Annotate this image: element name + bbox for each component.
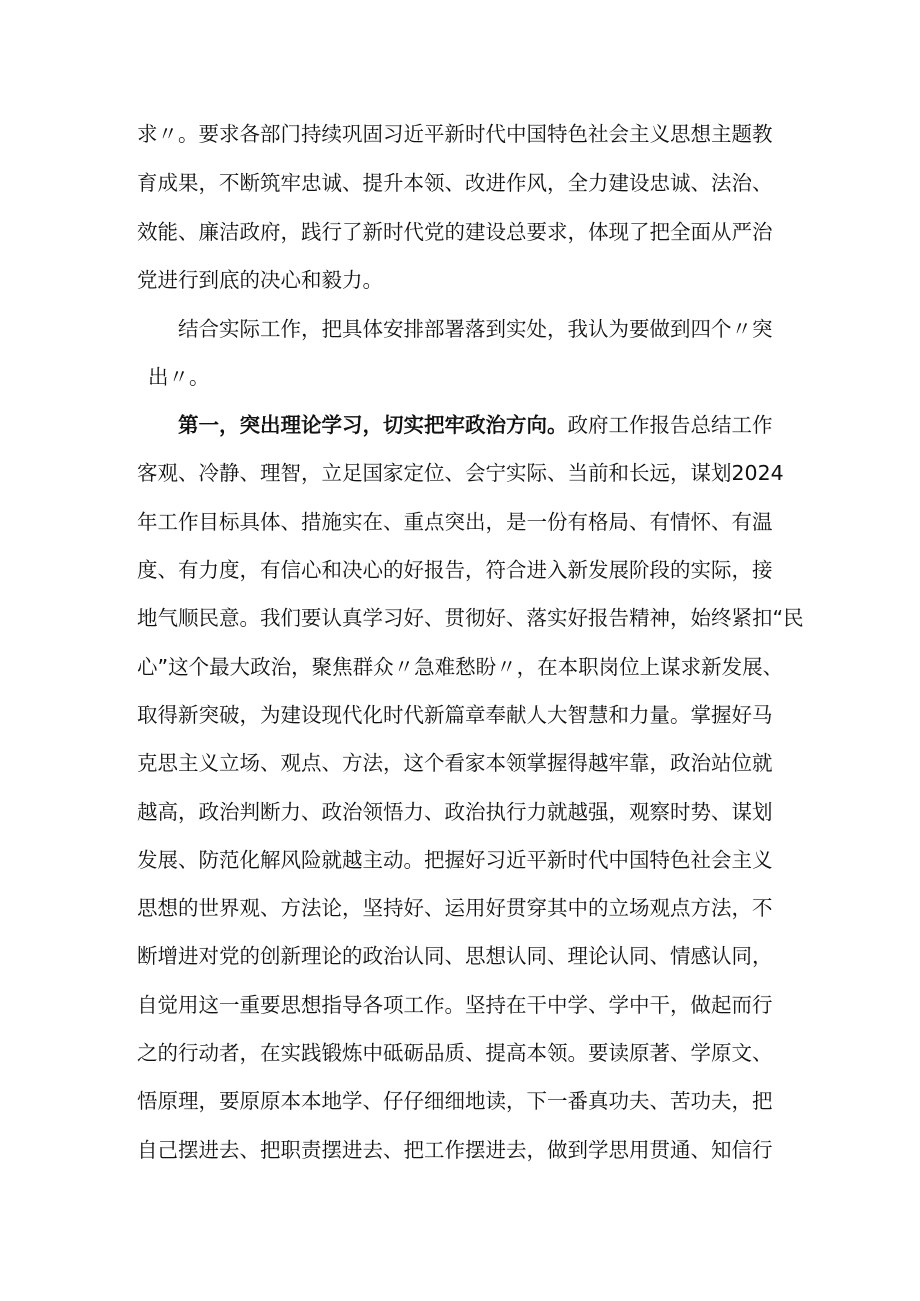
text-line: 党进行到底的决心和毅力。 (137, 268, 383, 292)
section-heading: 第一，突出理论学习，切实把牢政治方向。 (178, 413, 568, 437)
text-line: 年工作目标具体、措施实在、重点突出，是一份有格局、有情怀、有温 (137, 510, 773, 534)
text-line: 育成果，不断筑牢忠诚、提升本领、改进作风，全力建设忠诚、法治、 (137, 171, 773, 195)
text-line: 心”这个最大政治，聚焦群众〃急难愁盼〃，在本职岗位上谋求新发展、 (137, 655, 784, 679)
text-line: 求〃。要求各部门持续巩固习近平新时代中国特色社会主义思想主题教 (137, 122, 773, 146)
text-line: 悟原理，要原原本本地学、仔仔细细地读，下一番真功夫、苦功夫，把 (137, 1089, 773, 1113)
text-line: 自觉用这一重要思想指导各项工作。坚持在干中学、学中干，做起而行 (137, 993, 773, 1017)
text-line: 发展、防范化解风险就越主动。把握好习近平新时代中国特色社会主义 (137, 848, 773, 872)
text-line: 取得新突破，为建设现代化时代新篇章奉献人大智慧和力量。掌握好马 (137, 703, 773, 727)
text-line: 自己摆进去、把职责摆进去、把工作摆进去，做到学思用贯通、知信行 (137, 1138, 773, 1162)
text-line: 思想的世界观、方法论，坚持好、运用好贯穿其中的立场观点方法，不 (137, 896, 773, 920)
text-line: 断增进对党的创新理论的政治认同、思想认同、理论认同、情感认同， (137, 944, 773, 968)
text-line: 之的行动者，在实践锻炼中砥砺品质、提高本领。要读原著、学原文、 (137, 1041, 773, 1065)
text-line: 克思主义立场、观点、方法，这个看家本领掌握得越牢靠，政治站位就 (137, 751, 773, 775)
text-line: 地气顺民意。我们要认真学习好、贯彻好、落实好报告精神，始终紧扣“民 (137, 606, 804, 630)
text-line: 客观、冷静、理智，立足国家定位、会宁实际、当前和长远，谋划2024 (137, 461, 784, 485)
text-line: 效能、廉洁政府，践行了新时代党的建设总要求，体现了把全面从严治 (137, 220, 773, 244)
text-line: 出〃。 (148, 365, 210, 389)
text-run: 政府工作报告总结工作 (567, 413, 773, 437)
text-line (178, 415, 773, 436)
text-line: 越高，政治判断力、政治领悟力、政治执行力就越强，观察时势、谋划 (137, 800, 773, 824)
text-line: 结合实际工作，把具体安排部署落到实处，我认为要做到四个〃突 (178, 317, 773, 341)
text-line: 度、有力度，有信心和决心的好报告，符合进入新发展阶段的实际，接 (137, 558, 773, 582)
